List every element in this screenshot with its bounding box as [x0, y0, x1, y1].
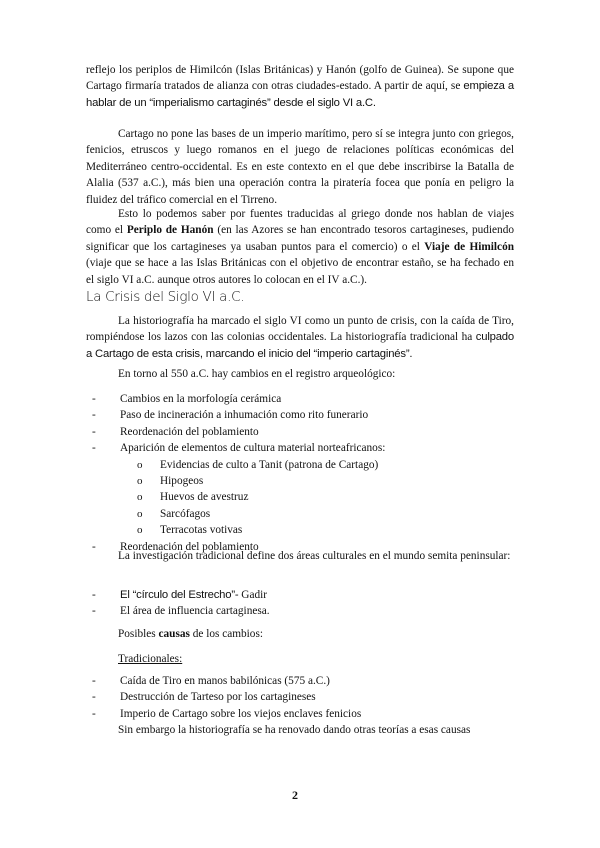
paragraph-alliances-narrow: empieza a hablar de un “imperialismo cartaginés” desde el siglo VI a.C. — [86, 80, 514, 109]
list-item-text: Aparición de elementos de cultura material norteafricanos: — [120, 442, 386, 455]
paragraph-alliances-text: reflejo los periplos de Himilcón (Islas Británicas) y Hanón (golfo de Guinea). Se supone que Cartago firmaría tratados de alianza con otras ciudades-estado. A partir de aquí, se — [86, 64, 514, 93]
list-item: - El área de influencia cartaginesa. — [86, 603, 516, 619]
sub-list-item: o Sarcófagos — [120, 506, 516, 522]
subheading-traditional — [86, 651, 514, 667]
list-item: - Reordenación del poblamiento — [86, 539, 516, 555]
crisis-text: La historiografía ha marcado el siglo VI como un punto de crisis, con la caída de Tiro, rompiéndose los lazos con las colonias occidentales. La historiografía tradicional ha — [86, 315, 514, 344]
sources-text-2: (en las Azores se han encontrado tesoros cartagineses, pudiendo significar que los cartagineses ya usaban puntos para el comercio) o el — [86, 224, 514, 253]
circulo-estrecho: El “círculo del Estrecho”- — [120, 589, 239, 601]
paragraph-renewal: Sin embargo la historiografía se ha renovado dando otras teorías a esas causas — [118, 724, 471, 736]
changes-list — [86, 391, 516, 555]
list-item — [86, 440, 516, 538]
sources-text-3: (viaje que se hace a las Islas Británicas con el objetivo de encontrar estaño, se ha fechado en el siglo VI a.C. aunque otros autores lo colocan en el IV a.C.). — [86, 257, 514, 286]
crisis-narrow: culpado a Cartago de esta crisis, marcando el inicio del “imperio cartaginés”. — [86, 331, 514, 360]
list-item — [86, 587, 516, 603]
paragraph-causes — [86, 626, 514, 642]
sub-list-item: o Terracotas votivas — [120, 522, 516, 538]
paragraph-research: La investigación tradicional define dos áreas culturales en el mundo semita peninsular: — [118, 550, 511, 562]
paragraph-alliances — [86, 62, 514, 111]
causes-text-2: de los cambios: — [189, 628, 263, 640]
list-item: - Caída de Tiro en manos babilónicas (575 a.C.) — [86, 673, 516, 689]
list-item: - Destrucción de Tarteso por los cartagineses — [86, 689, 516, 705]
periplo-hanon: Periplo de Hanón — [126, 224, 214, 237]
traditional-causes-list — [86, 673, 516, 722]
list-item: - Cambios en la morfología cerámica — [86, 391, 516, 407]
sub-list-item: o Hipogeos — [120, 473, 516, 489]
list-item: - Imperio de Cartago sobre los viejos enclaves fenicios — [86, 706, 516, 722]
list-item: - Paso de incineración a inhumación como rito funerario — [86, 407, 516, 423]
gadir: Gadir — [238, 589, 268, 601]
sub-list — [120, 457, 516, 539]
areas-list — [86, 587, 516, 620]
sub-list-item: o Huevos de avestruz — [120, 489, 516, 505]
sources-text-1: Esto lo podemos saber por fuentes traducidas al griego donde nos hablan de viajes como el — [86, 208, 514, 237]
paragraph-sources — [86, 206, 514, 288]
subheading-text: Tradicionales: — [118, 653, 183, 665]
viaje-himilcon: Viaje de Himilcón — [424, 240, 514, 253]
paragraph-carthage-empire: Cartago no pone las bases de un imperio marítimo, pero sí se integra junto con griegos, fenicios, etruscos y luego romanos en el juego de relaciones políticas económicas del Mediterráneo centro-occidental. Es en este contexto en el que debe inscribirse la Batalla de Alalia (537 a.C.), más bien una operación contra la piratería focea que ponía en peligro la fluidez del tráfico comercial en el Tirreno. — [86, 128, 514, 206]
causes-text-1: Posibles — [118, 628, 159, 640]
section-heading: La Crisis del Siglo VI a.C. — [86, 289, 245, 305]
paragraph-crisis — [86, 313, 514, 362]
paragraph-archaeology: En torno al 550 a.C. hay cambios en el registro arqueológico: — [118, 368, 396, 380]
sub-list-item: o Evidencias de culto a Tanit (patrona de Cartago) — [120, 457, 516, 473]
list-item: - Reordenación del poblamiento — [86, 424, 516, 440]
causes-bold: causas — [158, 628, 190, 640]
page-number: 2 — [292, 788, 298, 802]
